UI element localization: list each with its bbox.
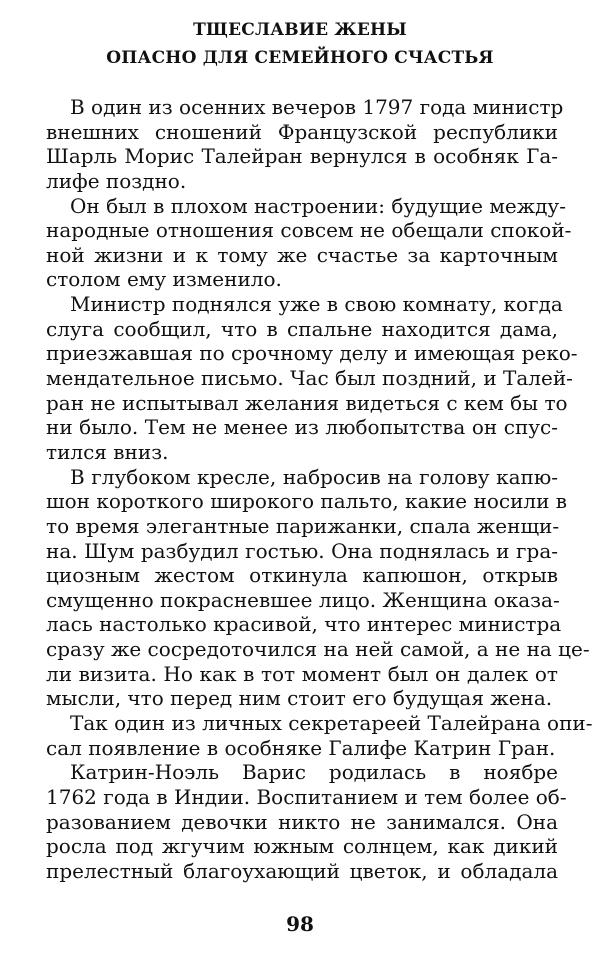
text-line: Шарль Морис Талейран вернулся в особняк Га- <box>46 144 558 169</box>
text-line: ной жизни и к тому же счастье за карточным <box>46 242 558 267</box>
text-line: шон короткого широкого пальто, какие носили в <box>46 489 568 514</box>
text-line: В один из осенних вечеров 1797 года министр <box>70 95 564 119</box>
text-line: смущенно покрасневшее лицо. Женщина оказа- <box>46 587 560 612</box>
text-line: сразу же сосредоточился на ней самой, а не на це- <box>46 637 590 662</box>
text-line: народные отношения совсем не обещали спокой- <box>46 218 572 243</box>
text-line: приезжавшая по срочному делу и имеющая реко- <box>46 341 578 366</box>
text-line: на. Шум разбудил гостью. Она поднялась и гра- <box>46 538 558 563</box>
text-line: Министр поднялся уже в свою комнату, когда <box>70 292 563 317</box>
text-line: слуга сообщил, что в спальне находится дама, <box>46 316 558 341</box>
chapter-title-line-1: ТЩЕСЛАВИЕ ЖЕНЫ <box>193 20 407 40</box>
text-line: разованием девочки никто не занимался. Она <box>46 809 558 834</box>
text-line: сал появление в особняке Галифе Катрин Гран. <box>46 735 556 760</box>
text-line: Так один из личных секретареей Талейрана опи- <box>70 711 593 736</box>
text-line: В глубоком кресле, набросив на голову капю- <box>70 464 558 489</box>
text-line: мысли, что перед ним стоит его будущая жена. <box>46 686 553 711</box>
text-line: мендательное письмо. Час был поздний, и Талей- <box>46 366 573 391</box>
text-line: прелестный благоухающий цветок, и обладала <box>46 858 558 883</box>
chapter-title-line-2: ОПАСНО ДЛЯ СЕМЕЙНОГО СЧАСТЬЯ <box>106 48 494 68</box>
text-line: росла под жгучим южным солнцем, как дикий <box>46 834 558 859</box>
text-line: ни было. Тем не менее из любопытства он спус- <box>46 415 558 440</box>
text-line: 1762 года в Индии. Воспитанием и тем более об- <box>46 784 567 809</box>
text-line: циозным жестом откинула капюшон, открыв <box>46 563 558 588</box>
text-line: тился вниз. <box>46 439 169 464</box>
text-line: Он был в плохом настроении: будущие между- <box>70 193 566 218</box>
text-line: столом ему изменило. <box>46 267 282 292</box>
page-number: 98 <box>286 912 314 936</box>
text-line: внешних сношений Французской республики <box>46 119 558 144</box>
text-line: то время элегантные парижанки, спала женщи- <box>46 513 560 538</box>
body-text <box>46 95 593 884</box>
text-line: ран не испытывал желания видеться с кем бы то <box>46 390 568 415</box>
text-line: Катрин-Ноэль Варис родилась в ноябре <box>70 760 558 785</box>
text-line: лась настолько красивой, что интерес министра <box>46 612 562 637</box>
text-line: ли визита. Но как в тот момент был он далек от <box>46 661 558 686</box>
text-line: лифе поздно. <box>46 168 187 193</box>
